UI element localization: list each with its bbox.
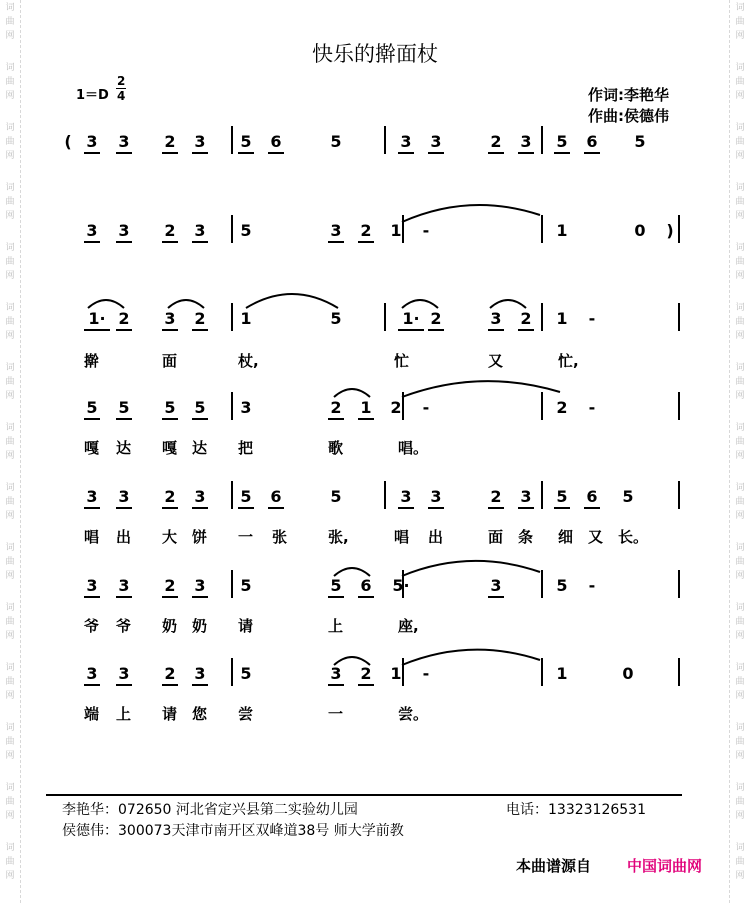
song-title: 快乐的擀面杖 — [312, 42, 438, 66]
note: 2 — [358, 664, 374, 686]
slur-row3-c — [246, 294, 338, 308]
lyric-word: 又 — [488, 352, 504, 370]
note: 6 — [268, 132, 284, 154]
watermark-char: 网 — [5, 151, 15, 161]
watermark-char: 词 — [735, 243, 745, 253]
note: 3 — [518, 487, 534, 509]
watermark-char: 词 — [5, 843, 15, 853]
note: 2 — [488, 132, 504, 154]
note: 3 — [116, 487, 132, 509]
watermark-char: 网 — [735, 571, 745, 581]
watermark-char: 曲 — [5, 857, 15, 867]
note: 5 — [240, 576, 252, 595]
watermark-char: 网 — [735, 451, 745, 461]
note: 2 — [162, 132, 178, 154]
note: 1· — [84, 309, 110, 331]
note: 5 — [556, 576, 568, 595]
note: 1 — [556, 309, 568, 328]
lyric-word: 请 — [162, 705, 178, 723]
lyric-word: 上 — [116, 705, 132, 723]
lyric-word: 长。 — [618, 528, 649, 546]
lyric-word: 忙 — [394, 352, 410, 370]
dash: - — [588, 398, 596, 417]
lyric-word: 又 — [588, 528, 604, 546]
source-label: 本曲谱源自 — [516, 857, 592, 875]
watermark-char: 网 — [5, 451, 15, 461]
dash: - — [588, 309, 596, 328]
watermark-char: 曲 — [5, 257, 15, 267]
lyric-word: 擀 — [84, 352, 100, 370]
note: 5 — [240, 664, 252, 683]
note: 3 — [116, 664, 132, 686]
watermark-char: 词 — [735, 783, 745, 793]
tie-row2 — [402, 205, 540, 222]
watermark-char: 词 — [5, 483, 15, 493]
watermark-char: 网 — [5, 631, 15, 641]
watermark-char: 词 — [5, 543, 15, 553]
lyric-word: 唱。 — [398, 439, 429, 457]
lyric-word: 座, — [398, 617, 419, 635]
dash: - — [422, 221, 430, 240]
note: 3 — [488, 309, 504, 331]
watermark-char: 词 — [5, 63, 15, 73]
watermark-char: 曲 — [5, 377, 15, 387]
watermark-char: 网 — [735, 211, 745, 221]
lyric-word: 杖, — [238, 352, 259, 370]
slur-row6-a — [334, 568, 370, 576]
lyric-word: 上 — [328, 617, 344, 635]
slur-row7-a — [334, 657, 370, 665]
note: 3 — [240, 398, 252, 417]
note: 5 — [84, 398, 100, 420]
watermark-char: 曲 — [5, 497, 15, 507]
watermark-char: 曲 — [735, 77, 745, 87]
watermark-char: 曲 — [735, 737, 745, 747]
note: 3 — [428, 487, 444, 509]
watermark-char: 词 — [735, 63, 745, 73]
note: 2 — [162, 487, 178, 509]
note: 2 — [488, 487, 504, 509]
dash: - — [588, 576, 596, 595]
watermark-char: 曲 — [5, 737, 15, 747]
watermark-char: 词 — [735, 363, 745, 373]
note: 5 — [116, 398, 132, 420]
watermark-char: 网 — [5, 331, 15, 341]
watermark-char: 网 — [5, 691, 15, 701]
watermark-char: 网 — [5, 751, 15, 761]
note: 5 — [328, 576, 344, 598]
watermark-char: 网 — [735, 331, 745, 341]
lyricist-contact: 李艳华：072650 河北省定兴县第二实验幼儿园 — [62, 802, 358, 818]
watermark-char: 网 — [735, 31, 745, 41]
composer-contact: 侯德伟：300073天津市南开区双峰道38号 师大学前教 — [62, 823, 404, 839]
watermark-char: 曲 — [735, 17, 745, 27]
note: 5 — [330, 132, 342, 151]
footer-divider — [46, 794, 682, 796]
note: 5 — [238, 487, 254, 509]
note: 1 — [556, 664, 568, 683]
lyric-word: 细 — [558, 528, 574, 546]
lyric-word: 达 — [192, 439, 208, 457]
note: 2 — [162, 221, 178, 243]
dash: - — [422, 398, 430, 417]
lyric-word: 尝 — [238, 705, 254, 723]
lyric-word: 把 — [238, 439, 254, 457]
watermark-char: 词 — [735, 303, 745, 313]
lyric-word: 尝。 — [398, 705, 429, 723]
watermark-char: 网 — [735, 511, 745, 521]
note: 2 — [192, 309, 208, 331]
watermark-char: 词 — [5, 303, 15, 313]
watermark-char: 曲 — [5, 77, 15, 87]
note: 5 — [634, 132, 646, 151]
note: 1 — [390, 221, 402, 240]
watermark-char: 网 — [5, 31, 15, 41]
watermark-char: 词 — [5, 3, 15, 13]
note: 3 — [398, 132, 414, 154]
note: 5 — [554, 487, 570, 509]
watermark-char: 词 — [735, 3, 745, 13]
lyric-word: 面 — [488, 528, 504, 546]
slur-row3-a — [88, 300, 124, 308]
composer-credit: 作曲:侯德伟 — [588, 107, 669, 125]
watermark-char: 网 — [735, 151, 745, 161]
watermark-char: 曲 — [735, 857, 745, 867]
note: 2 — [328, 398, 344, 420]
note: 2 — [518, 309, 534, 331]
note: 1 — [556, 221, 568, 240]
lyric-word: 奶 — [162, 617, 178, 635]
watermark-char: 词 — [5, 183, 15, 193]
note: 3 — [162, 309, 178, 331]
watermark-char: 词 — [5, 243, 15, 253]
note: 5· — [392, 576, 410, 595]
note: 5 — [238, 132, 254, 154]
bracket: ( — [64, 132, 72, 151]
watermark-char: 曲 — [735, 197, 745, 207]
note: 0 — [634, 221, 646, 240]
watermark-char: 网 — [5, 391, 15, 401]
note: 2 — [428, 309, 444, 331]
note: 3 — [116, 576, 132, 598]
note: 5 — [622, 487, 634, 506]
watermark-char: 曲 — [735, 617, 745, 627]
lyric-word: 大 — [162, 528, 178, 546]
note: 2 — [556, 398, 568, 417]
watermark-char: 曲 — [735, 497, 745, 507]
lyric-word: 一 — [328, 705, 344, 723]
note: 3 — [84, 132, 100, 154]
watermark-char: 网 — [735, 811, 745, 821]
watermark-char: 曲 — [735, 257, 745, 267]
watermark-char: 网 — [735, 871, 745, 881]
lyric-word: 嘎 — [162, 439, 178, 457]
note: 1 — [390, 664, 402, 683]
note: 3 — [488, 576, 504, 598]
note: 3 — [116, 221, 132, 243]
note: 3 — [192, 487, 208, 509]
note: 2 — [162, 664, 178, 686]
note: 3 — [192, 132, 208, 154]
watermark-char: 词 — [5, 723, 15, 733]
note: 3 — [84, 487, 100, 509]
note: 3 — [398, 487, 414, 509]
lyric-word: 面 — [162, 352, 178, 370]
watermark-char: 词 — [735, 423, 745, 433]
lyric-word: 端 — [84, 705, 100, 723]
time-signature-top: 2 — [117, 74, 126, 88]
watermark-char: 网 — [735, 751, 745, 761]
lyric-word: 张, — [328, 528, 349, 546]
note: 5 — [330, 309, 342, 328]
watermark-char: 网 — [735, 391, 745, 401]
watermark-char: 曲 — [5, 557, 15, 567]
note: 2 — [116, 309, 132, 331]
watermark-char: 曲 — [735, 317, 745, 327]
lyric-word: 爷 — [116, 617, 132, 635]
watermark-char: 网 — [735, 631, 745, 641]
note: 1 — [240, 309, 252, 328]
slur-row3-d — [402, 300, 438, 308]
note: 3 — [84, 664, 100, 686]
watermark-char: 词 — [735, 543, 745, 553]
note: 5 — [240, 221, 252, 240]
watermark-char: 词 — [5, 783, 15, 793]
note: 5 — [330, 487, 342, 506]
note: 3 — [84, 576, 100, 598]
note: 3 — [192, 221, 208, 243]
watermark-char: 网 — [5, 211, 15, 221]
watermark-char: 曲 — [735, 677, 745, 687]
watermark-char: 曲 — [735, 557, 745, 567]
note: 3 — [84, 221, 100, 243]
watermark-char: 曲 — [5, 17, 15, 27]
watermark-char: 曲 — [735, 797, 745, 807]
lyric-word: 嘎 — [84, 439, 100, 457]
slur-row3-b — [168, 300, 204, 308]
slur-row3-e — [490, 300, 526, 308]
note: 2 — [162, 576, 178, 598]
watermark-char: 词 — [5, 363, 15, 373]
watermark-char: 曲 — [5, 317, 15, 327]
note: 2 — [358, 221, 374, 243]
watermark-char: 网 — [735, 691, 745, 701]
watermark-char: 词 — [735, 663, 745, 673]
watermark-char: 词 — [5, 123, 15, 133]
lyric-word: 达 — [116, 439, 132, 457]
watermark-char: 词 — [735, 603, 745, 613]
watermark-char: 曲 — [5, 617, 15, 627]
watermark-char: 词 — [5, 423, 15, 433]
lyric-word: 一 — [238, 528, 254, 546]
note: 5 — [192, 398, 208, 420]
watermark-char: 曲 — [5, 797, 15, 807]
note: 3 — [116, 132, 132, 154]
note: 5 — [554, 132, 570, 154]
watermark-char: 网 — [5, 91, 15, 101]
time-signature-bottom: 4 — [117, 89, 126, 103]
bracket: ) — [666, 221, 674, 240]
watermark-char: 词 — [5, 603, 15, 613]
note: 6 — [268, 487, 284, 509]
watermark-char: 词 — [735, 723, 745, 733]
note: 2 — [390, 398, 402, 417]
watermark-char: 网 — [5, 511, 15, 521]
note: 3 — [192, 576, 208, 598]
watermark-char: 网 — [5, 271, 15, 281]
watermark-char: 曲 — [5, 437, 15, 447]
phone-number: 电话：13323126531 — [506, 802, 646, 818]
note: 3 — [192, 664, 208, 686]
note: 6 — [358, 576, 374, 598]
lyric-word: 歌 — [328, 439, 344, 457]
lyric-word: 出 — [428, 528, 444, 546]
lyric-word: 请 — [238, 617, 254, 635]
lyric-word: 条 — [518, 528, 534, 546]
lyric-word: 唱 — [84, 528, 100, 546]
watermark-char: 网 — [5, 811, 15, 821]
watermark-char: 词 — [735, 843, 745, 853]
watermark-char: 网 — [735, 271, 745, 281]
lyric-word: 您 — [192, 705, 208, 723]
slur-row4-a — [334, 389, 370, 397]
note: 1 — [358, 398, 374, 420]
watermark-char: 网 — [735, 91, 745, 101]
watermark-char: 网 — [5, 871, 15, 881]
tie-row4 — [402, 381, 560, 397]
watermark-char: 曲 — [735, 437, 745, 447]
watermark-char: 曲 — [5, 137, 15, 147]
watermark-char: 曲 — [5, 677, 15, 687]
watermark-char: 曲 — [735, 137, 745, 147]
tie-row7 — [402, 650, 540, 665]
lyricist-credit: 作词:李艳华 — [588, 86, 669, 104]
watermark-char: 网 — [5, 571, 15, 581]
source-site-link[interactable]: 中国词曲网 — [627, 857, 703, 875]
lyric-word: 饼 — [192, 528, 208, 546]
note: 3 — [328, 664, 344, 686]
lyric-word: 奶 — [192, 617, 208, 635]
dash: - — [422, 664, 430, 683]
note: 5 — [162, 398, 178, 420]
lyric-word: 唱 — [394, 528, 410, 546]
watermark-char: 词 — [735, 123, 745, 133]
slur-row6-b — [402, 561, 540, 576]
key-signature: 1＝D — [76, 88, 109, 103]
watermark-char: 曲 — [5, 197, 15, 207]
watermark-char: 词 — [735, 483, 745, 493]
note: 6 — [584, 132, 600, 154]
watermark-char: 词 — [5, 663, 15, 673]
lyric-word: 爷 — [84, 617, 100, 635]
lyric-word: 张 — [272, 528, 288, 546]
note: 1· — [398, 309, 424, 331]
lyric-word: 忙, — [558, 352, 579, 370]
note: 3 — [428, 132, 444, 154]
note: 3 — [518, 132, 534, 154]
note: 0 — [622, 664, 634, 683]
note: 6 — [584, 487, 600, 509]
note: 3 — [328, 221, 344, 243]
watermark-char: 词 — [735, 183, 745, 193]
lyric-word: 出 — [116, 528, 132, 546]
watermark-char: 曲 — [735, 377, 745, 387]
